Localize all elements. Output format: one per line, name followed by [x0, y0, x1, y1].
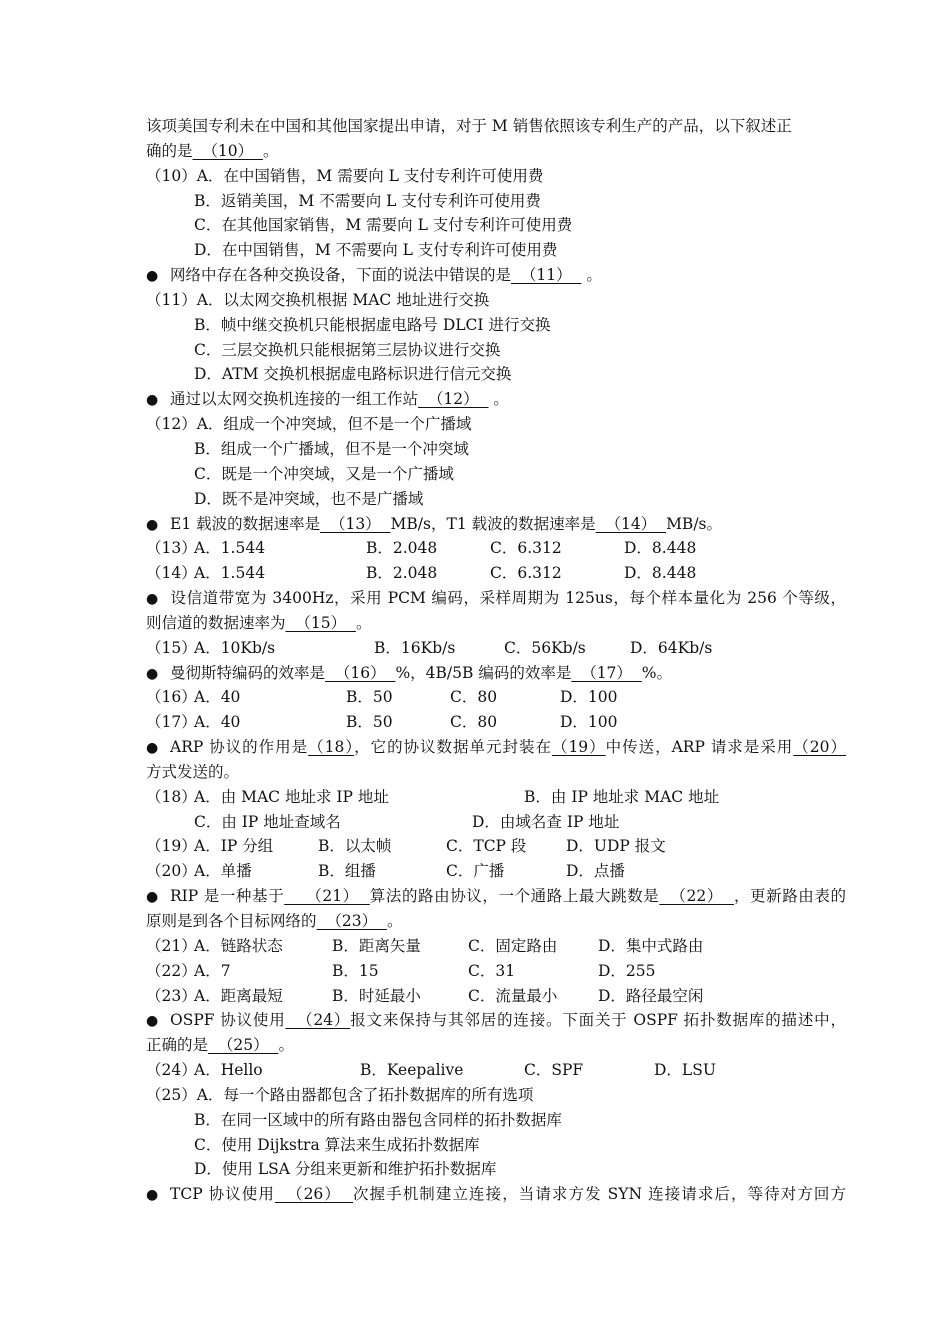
text-run: 。 [488, 390, 509, 409]
question-line [146, 586, 846, 611]
answer-blank: （10） [192, 141, 263, 160]
exam-content [146, 114, 846, 1207]
answer-blank: （13） [320, 514, 391, 533]
option-item: C．广播 [446, 862, 505, 881]
bullet-icon: ● [146, 1013, 159, 1030]
answer-blank: （18） [308, 738, 355, 757]
option-item: A．40 [194, 688, 241, 707]
option-item: D．8.448 [624, 539, 697, 558]
option-item: B．50 [346, 713, 393, 732]
option-row [146, 934, 846, 959]
option-line [146, 412, 846, 437]
bullet-icon: ● [146, 268, 159, 285]
option-line: C．使用 Dijkstra 算法来生成拓扑数据库 [194, 1135, 480, 1154]
option-row [146, 959, 846, 984]
question-number: （11） [146, 290, 197, 309]
option-item: B．距离矢量 [332, 936, 421, 955]
text-run: 确的是 [146, 141, 193, 160]
option-item: A．40 [194, 713, 241, 732]
option-item: C．56Kb/s [504, 638, 586, 657]
question-number: （24） [146, 1061, 197, 1080]
option-row [146, 685, 846, 710]
option-item: C．80 [450, 713, 498, 732]
option-row [146, 710, 846, 735]
answer-blank: （17） [571, 663, 642, 682]
answer-blank: （15） [285, 613, 356, 632]
option-item: D．UDP 报文 [566, 837, 666, 856]
text-run: 报文来保持与其邻居的连接。下面关于 OSPF 拓扑数据库的描述中， [350, 1011, 846, 1030]
question-line [146, 387, 846, 412]
option-item: D．8.448 [624, 564, 697, 583]
option-item: B．15 [332, 961, 379, 980]
option-text: A．在中国销售，M 需要向 L 支付专利许可使用费 [196, 166, 544, 185]
option-line: B．组成一个广播域，但不是一个冲突域 [194, 439, 469, 458]
option-line: B．返销美国，M 不需要向 L 支付专利许可使用费 [194, 191, 541, 210]
bullet-icon: ● [146, 665, 159, 682]
option-line: D．既不是冲突域，也不是广播域 [194, 489, 424, 508]
option-item: B．16Kb/s [374, 638, 456, 657]
answer-blank: （20） [793, 738, 846, 757]
option-item: C．由 IP 地址查域名 [194, 812, 341, 831]
option-item: B．以太帧 [318, 837, 392, 856]
option-item: A．距离最短 [194, 986, 283, 1005]
option-item: D．点播 [566, 862, 625, 881]
question-line [146, 1182, 846, 1207]
answer-blank: （22） [659, 887, 734, 906]
option-line [146, 1083, 846, 1108]
text-run: 正确的是 [146, 1036, 209, 1055]
text-run: MB/s，T1 载波的数据速率是 [390, 514, 596, 533]
option-text: A．以太网交换机根据 MAC 地址进行交换 [196, 290, 490, 309]
question-number: （22） [146, 961, 197, 980]
text-run: ，更新路由表的 [733, 887, 846, 906]
answer-blank: （23） [316, 912, 387, 930]
option-line: D．ATM 交换机根据虚电路标识进行信元交换 [194, 365, 512, 384]
option-item: A．10Kb/s [194, 638, 276, 657]
question-number: （18） [146, 787, 197, 806]
option-item: D．LSU [654, 1061, 716, 1080]
option-item: D．集中式路由 [598, 936, 704, 955]
option-item: C．流量最小 [468, 986, 558, 1005]
bullet-icon: ● [146, 591, 159, 608]
question-number: （12） [146, 415, 197, 434]
option-row [146, 834, 846, 859]
option-item: A．Hello [194, 1061, 263, 1080]
option-item: A．1.544 [194, 539, 266, 558]
text-run: 。 [581, 266, 602, 285]
bullet-icon: ● [146, 516, 159, 533]
bullet-icon: ● [146, 740, 159, 757]
text-line [146, 611, 846, 636]
text-run: 算法的路由协议，一个通路上最大跳数是 [369, 887, 660, 906]
option-item: D．100 [560, 713, 618, 732]
option-line [146, 164, 846, 189]
option-item: A．由 MAC 地址求 IP 地址 [194, 787, 389, 806]
answer-blank: （24） [285, 1011, 351, 1030]
question-number: （23） [146, 986, 197, 1005]
text-run: OSPF 协议使用 [170, 1011, 286, 1030]
question-line [146, 263, 846, 288]
text-run: MB/s。 [666, 514, 723, 533]
option-item: A．1.544 [194, 564, 266, 583]
text-run: 。 [355, 613, 372, 632]
option-row [146, 785, 846, 810]
text-run: 设信道带宽为 3400Hz，采用 PCM 编码，采样周期为 125us，每个样本量化为 256 个等级， [170, 589, 846, 608]
option-item: A．链路状态 [194, 936, 283, 955]
option-item: B．组播 [318, 862, 376, 881]
text-run: TCP 协议使用 [170, 1185, 275, 1204]
option-item: B．50 [346, 688, 393, 707]
option-row [146, 1058, 846, 1083]
option-line [146, 288, 846, 313]
option-row [146, 810, 846, 835]
text-line: 该项美国专利未在中国和其他国家提出申请，对于 M 销售依照该专利生产的产品，以下叙述正 [146, 117, 792, 135]
text-run: 网络中存在各种交换设备，下面的说法中错误的是 [170, 266, 512, 285]
question-number: （25） [146, 1085, 197, 1104]
text-run: 。 [386, 912, 403, 930]
option-row [146, 561, 846, 586]
option-item: D．100 [560, 688, 618, 707]
option-item: A．单播 [194, 862, 252, 881]
option-item: D．由域名查 IP 地址 [472, 812, 620, 831]
option-item: D．64Kb/s [630, 638, 713, 657]
bullet-icon: ● [146, 392, 159, 409]
answer-blank: （16） [325, 663, 396, 682]
text-run: 。 [262, 141, 279, 160]
option-item: C．SPF [524, 1061, 584, 1080]
question-number: （19） [146, 837, 197, 856]
option-text: A．每一个路由器都包含了拓扑数据库的所有选项 [196, 1085, 534, 1104]
bullet-icon: ● [146, 1187, 159, 1204]
question-number: （21） [146, 936, 197, 955]
answer-blank: （25） [208, 1036, 279, 1055]
text-run: 通过以太网交换机连接的一组工作站 [170, 390, 419, 409]
text-run: 原则是到各个目标网络的 [146, 912, 317, 930]
option-row [146, 984, 846, 1009]
option-item: B．2.048 [366, 564, 438, 583]
option-line: C．三层交换机只能根据第三层协议进行交换 [194, 340, 501, 359]
bullet-icon: ● [146, 889, 159, 906]
text-run: 。 [278, 1036, 294, 1055]
option-line: C．既是一个冲突域，又是一个广播域 [194, 464, 454, 483]
option-item: C．6.312 [490, 564, 562, 583]
answer-blank: （19） [551, 738, 606, 757]
question-number: （17） [146, 713, 197, 732]
question-number: （14） [146, 564, 197, 583]
text-run: 则信道的数据速率为 [146, 613, 286, 632]
option-item: A．IP 分组 [194, 837, 274, 856]
answer-blank: （21） [284, 887, 370, 906]
option-row [146, 636, 846, 661]
text-run: %。 [641, 663, 673, 682]
option-row [146, 859, 846, 884]
option-item: C．80 [450, 688, 498, 707]
text-run: ARP 协议的作用是 [170, 738, 309, 757]
option-line: C．在其他国家销售，M 需要向 L 支付专利许可使用费 [194, 216, 573, 235]
option-item: D．255 [598, 961, 656, 980]
option-item: C．固定路由 [468, 936, 558, 955]
text-run: RIP 是一种基于 [170, 887, 285, 906]
answer-blank: （12） [418, 390, 489, 409]
option-line: B．在同一区域中的所有路由器包含同样的拓扑数据库 [194, 1110, 562, 1129]
option-row [146, 536, 846, 561]
text-run: 曼彻斯特编码的效率是 [170, 663, 326, 682]
text-run: %，4B/5B 编码的效率是 [395, 663, 572, 682]
option-item: B．Keepalive [360, 1061, 464, 1080]
question-number: （10） [146, 166, 197, 185]
question-line [146, 884, 846, 909]
question-number: （20） [146, 862, 197, 881]
option-text: A．组成一个冲突域，但不是一个广播域 [196, 415, 472, 434]
option-item: D．路径最空闲 [598, 986, 704, 1005]
text-run: ，它的协议数据单元封装在 [354, 738, 552, 757]
option-item: A．7 [194, 961, 231, 980]
text-line [146, 139, 846, 164]
option-line: D．使用 LSA 分组来更新和维护拓扑数据库 [194, 1160, 497, 1179]
text-line [146, 909, 846, 934]
option-item: B．时延最小 [332, 986, 421, 1005]
answer-blank: （14） [595, 514, 667, 533]
answer-blank: （11） [511, 266, 582, 285]
option-line: B．帧中继交换机只能根据虚电路号 DLCI 进行交换 [194, 315, 551, 334]
text-line: 方式发送的。 [146, 762, 240, 781]
text-run: E1 载波的数据速率是 [170, 514, 321, 533]
question-line [146, 661, 846, 686]
option-line: D．在中国销售，M 不需要向 L 支付专利许可使用费 [194, 241, 558, 260]
answer-blank: （26） [274, 1185, 353, 1204]
question-number: （16） [146, 688, 197, 707]
question-number: （15） [146, 638, 197, 657]
option-item: C．6.312 [490, 539, 562, 558]
text-run: 中传送，ARP 请求是采用 [605, 738, 794, 757]
option-item: B．2.048 [366, 539, 438, 558]
question-line [146, 512, 846, 537]
text-line [146, 1033, 846, 1058]
question-number: （13） [146, 539, 197, 558]
option-item: B．由 IP 地址求 MAC 地址 [524, 787, 720, 806]
text-run: 次握手机制建立连接，当请求方发 SYN 连接请求后，等待对方回方 [352, 1185, 846, 1204]
question-line [146, 1008, 846, 1033]
question-line [146, 735, 846, 760]
option-item: C．TCP 段 [446, 837, 527, 856]
option-item: C．31 [468, 961, 516, 980]
